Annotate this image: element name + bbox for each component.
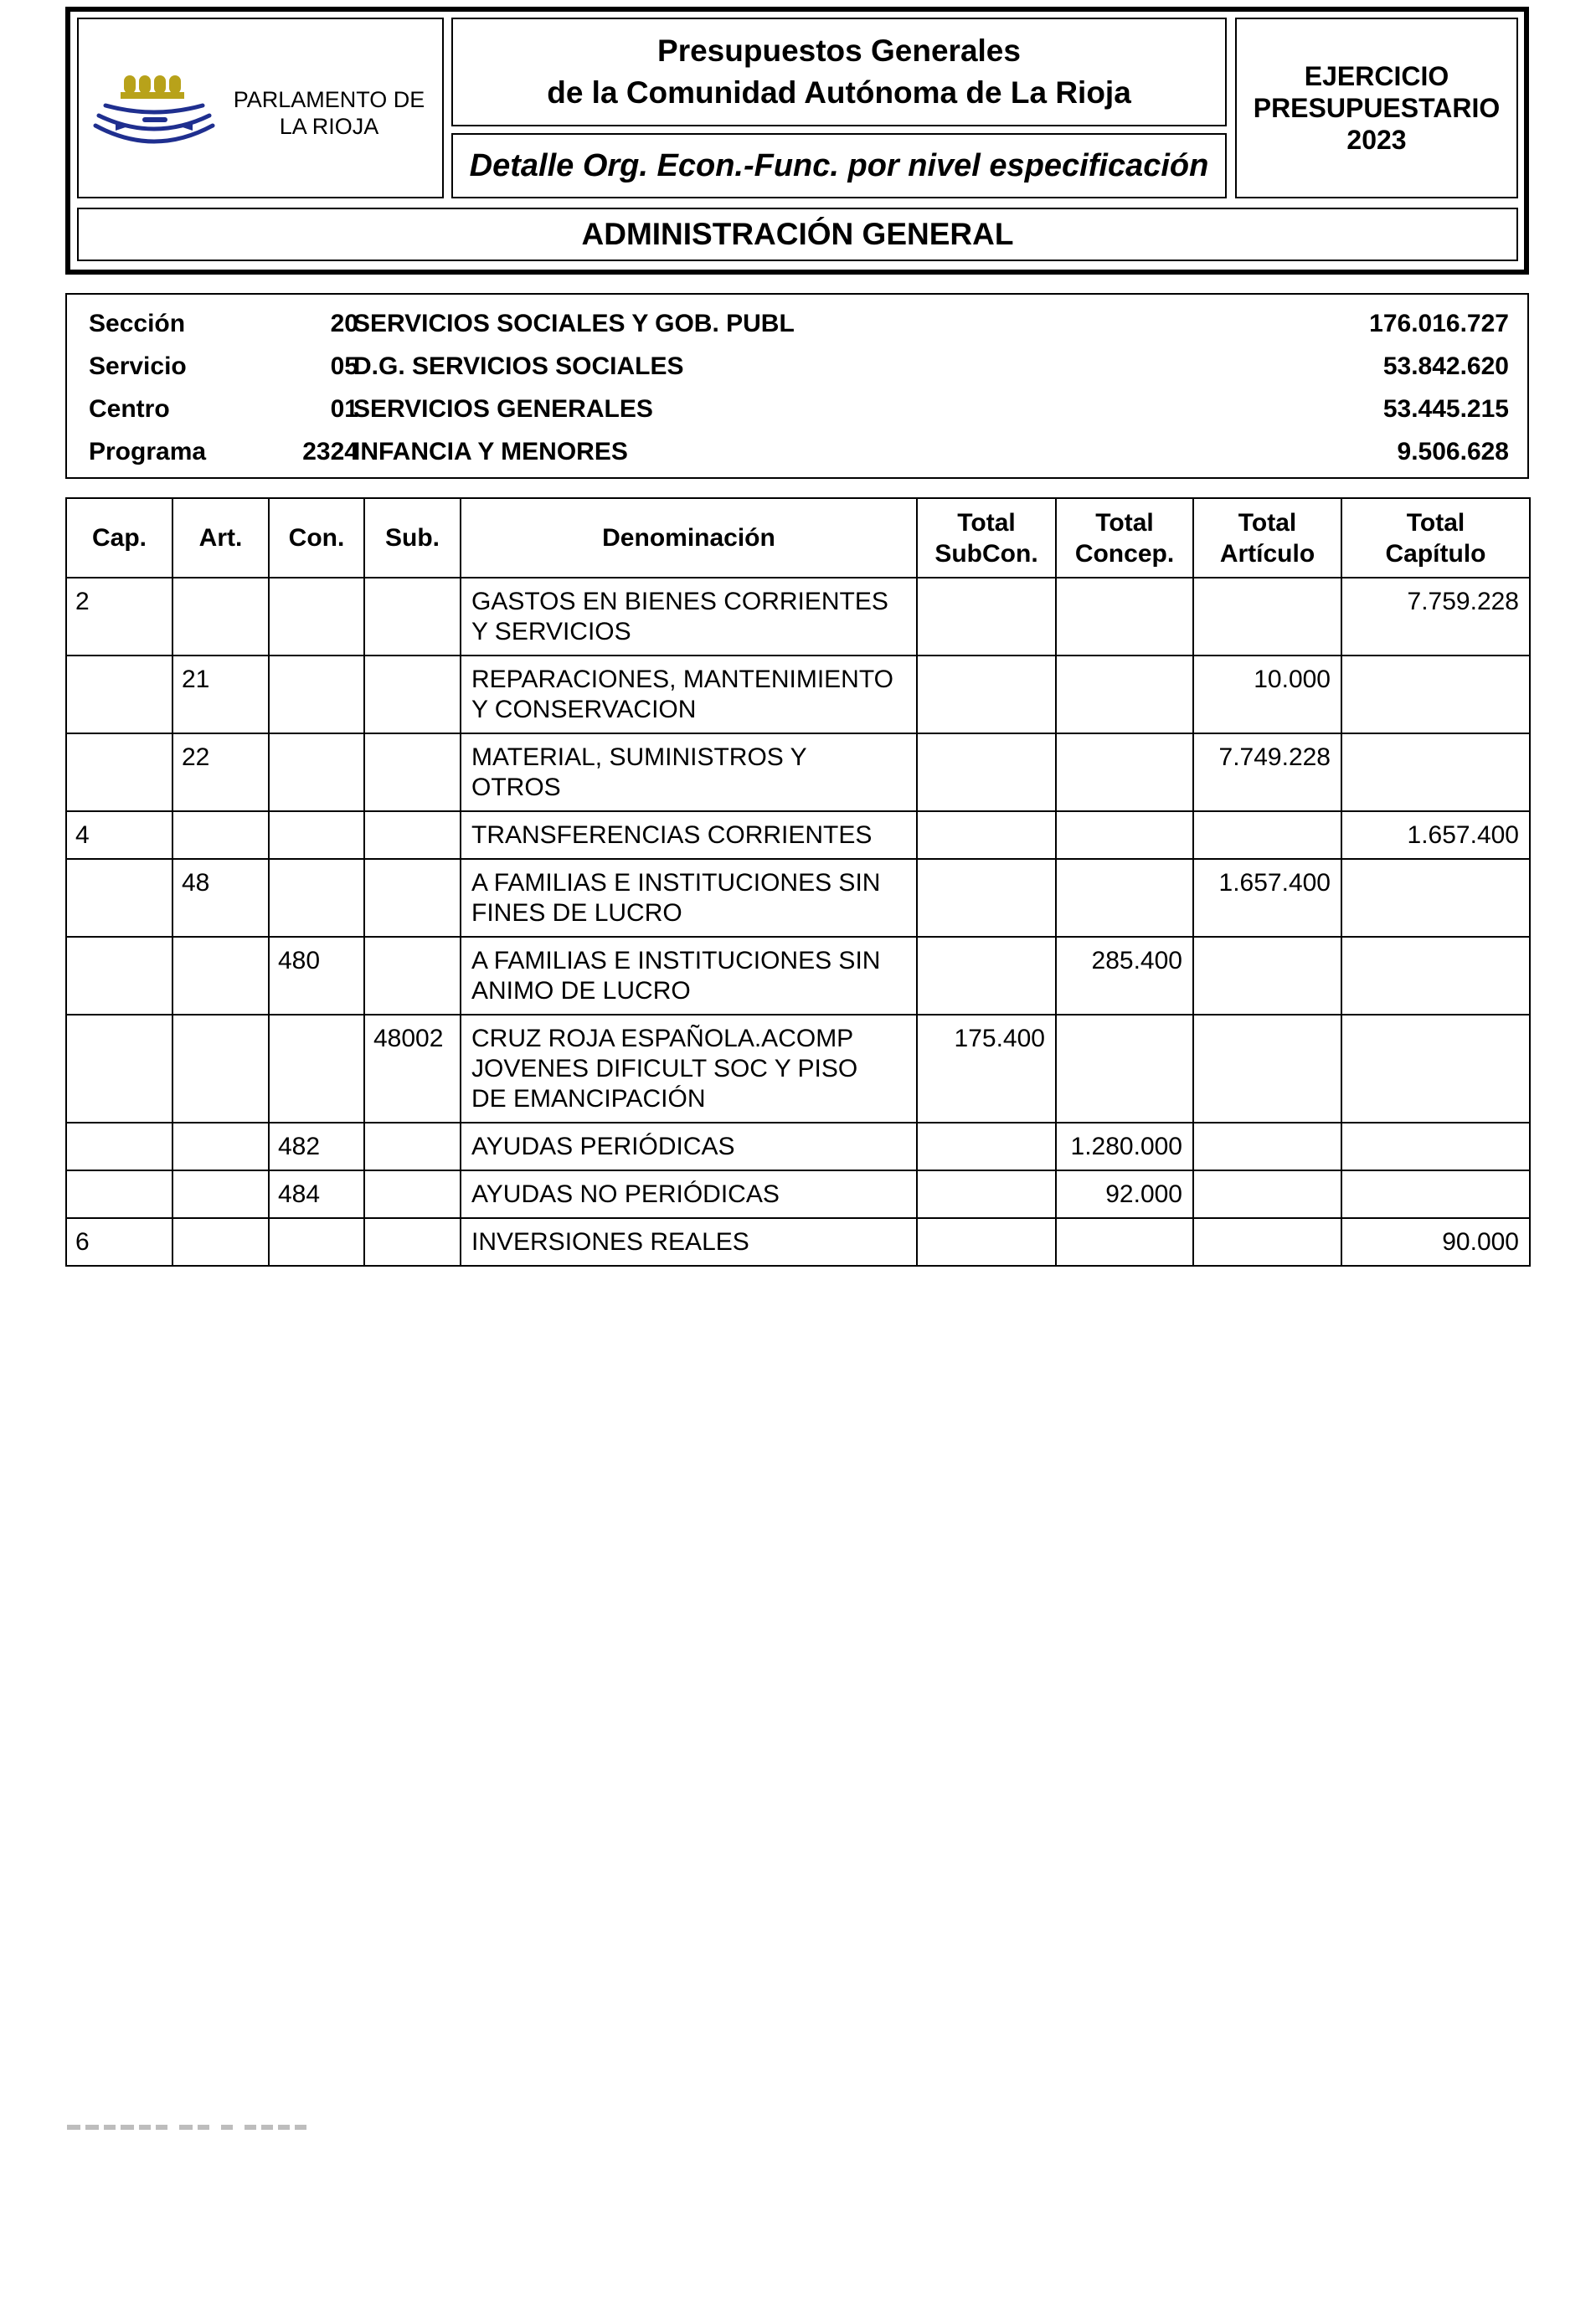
header-line: Total [1238, 508, 1297, 537]
info-code: 2324 [302, 438, 358, 465]
denominacion-line: AYUDAS NO PERIÓDICAS [471, 1180, 780, 1208]
cell-sub [364, 859, 461, 937]
info-row-servicio [67, 346, 1527, 388]
cell-total-capitulo: 7.759.228 [1341, 578, 1530, 656]
cell-denominacion [461, 937, 917, 1015]
cell-total-subcon: 175.400 [917, 1015, 1056, 1123]
cell-sub [364, 656, 461, 733]
cell-sub [364, 937, 461, 1015]
cell-total-articulo [1193, 1015, 1341, 1123]
cell-con [269, 1015, 364, 1123]
logo-text-line2: LA RIOJA [279, 114, 379, 139]
cell-total-articulo [1193, 1123, 1341, 1170]
info-name: D.G. SERVICIOS SOCIALES [353, 352, 684, 380]
cell-sub: 48002 [364, 1015, 461, 1123]
cell-sub [364, 811, 461, 859]
cell-total-capitulo [1341, 1123, 1530, 1170]
table-row [66, 859, 1530, 937]
info-amount: 9.506.628 [1397, 438, 1509, 465]
denominacion-line: A FAMILIAS E INSTITUCIONES SIN [471, 869, 881, 897]
cell-art: 48 [172, 859, 269, 937]
cell-total-capitulo [1341, 859, 1530, 937]
ejercicio-year: 2023 [1346, 125, 1407, 155]
cell-cap [66, 1015, 172, 1123]
col-header-art: Art. [172, 498, 269, 578]
table-row [66, 656, 1530, 733]
info-code: 01 [330, 395, 358, 423]
waves-icon [95, 105, 213, 141]
cell-total-concep [1056, 1015, 1193, 1123]
cell-denominacion [461, 1218, 917, 1266]
cell-sub [364, 1170, 461, 1218]
cell-total-capitulo [1341, 937, 1530, 1015]
cell-total-articulo [1193, 1170, 1341, 1218]
cell-denominacion [461, 859, 917, 937]
cell-total-subcon [917, 937, 1056, 1015]
denominacion-line: INVERSIONES REALES [471, 1228, 749, 1256]
cell-sub [364, 1123, 461, 1170]
header-line: Total [957, 508, 1016, 537]
subtitle-box [451, 133, 1227, 198]
cell-cap [66, 937, 172, 1015]
denominacion-line: DE EMANCIPACIÓN [471, 1085, 706, 1113]
cell-total-articulo [1193, 937, 1341, 1015]
table-header-row [66, 498, 1530, 578]
cell-total-capitulo [1341, 1015, 1530, 1123]
info-amount: 176.016.727 [1369, 310, 1509, 337]
denominacion-line: CRUZ ROJA ESPAÑOLA.ACOMP [471, 1025, 854, 1052]
info-amount: 53.842.620 [1382, 352, 1509, 380]
table-row [66, 937, 1530, 1015]
cell-denominacion [461, 1015, 917, 1123]
cell-sub [364, 1218, 461, 1266]
header-line: Capítulo [1385, 539, 1486, 568]
info-label: Centro [89, 395, 170, 423]
cell-cap: 4 [66, 811, 172, 859]
cell-art [172, 1170, 269, 1218]
col-header-total-concep [1056, 498, 1193, 578]
footer-text-fragment [67, 2125, 419, 2136]
table-row [66, 1218, 1530, 1266]
info-row-seccion [67, 303, 1527, 345]
cell-con: 484 [269, 1170, 364, 1218]
cell-total-subcon [917, 733, 1056, 811]
cell-total-articulo: 7.749.228 [1193, 733, 1341, 811]
cell-art [172, 937, 269, 1015]
denominacion-line: FINES DE LUCRO [471, 899, 682, 927]
cell-cap [66, 656, 172, 733]
cell-total-concep: 1.280.000 [1056, 1123, 1193, 1170]
cell-total-concep [1056, 1218, 1193, 1266]
cell-total-subcon [917, 1170, 1056, 1218]
header-line: Total [1095, 508, 1154, 537]
denominacion-line: Y CONSERVACION [471, 696, 697, 723]
title-line1: Presupuestos Generales [657, 33, 1021, 68]
denominacion-line: AYUDAS PERIÓDICAS [471, 1133, 735, 1160]
cell-con: 482 [269, 1123, 364, 1170]
cell-con [269, 859, 364, 937]
ejercicio-box [1235, 18, 1518, 198]
cell-denominacion [461, 656, 917, 733]
header-line: Total [1406, 508, 1465, 537]
cell-art [172, 1123, 269, 1170]
table-row [66, 1015, 1530, 1123]
cell-art [172, 811, 269, 859]
cell-art: 22 [172, 733, 269, 811]
cell-cap: 2 [66, 578, 172, 656]
ejercicio-line2: PRESUPUESTARIO [1253, 93, 1501, 123]
table-row [66, 578, 1530, 656]
budget-table [65, 497, 1531, 1267]
cell-total-capitulo: 90.000 [1341, 1218, 1530, 1266]
cell-denominacion [461, 1123, 917, 1170]
cell-total-capitulo [1341, 733, 1530, 811]
cell-denominacion [461, 811, 917, 859]
denominacion-line: MATERIAL, SUMINISTROS Y [471, 743, 807, 771]
cell-con [269, 733, 364, 811]
table-row [66, 733, 1530, 811]
col-header-cap: Cap. [66, 498, 172, 578]
cell-total-subcon [917, 578, 1056, 656]
table-row [66, 1170, 1530, 1218]
cell-denominacion [461, 578, 917, 656]
info-label: Servicio [89, 352, 187, 380]
cell-art [172, 1218, 269, 1266]
cell-total-subcon [917, 1123, 1056, 1170]
cell-total-articulo [1193, 578, 1341, 656]
logo-text [233, 86, 425, 140]
col-header-denominacion: Denominación [461, 498, 917, 578]
cell-sub [364, 733, 461, 811]
admin-box [77, 208, 1518, 261]
title-line2: de la Comunidad Autónoma de La Rioja [547, 75, 1131, 110]
info-code: 05 [330, 352, 358, 380]
header-line: SubCon. [934, 539, 1038, 568]
table-row [66, 1123, 1530, 1170]
cell-cap [66, 859, 172, 937]
cell-total-concep [1056, 733, 1193, 811]
cell-con [269, 656, 364, 733]
cell-total-subcon [917, 656, 1056, 733]
cell-total-concep [1056, 811, 1193, 859]
col-header-sub: Sub. [364, 498, 461, 578]
denominacion-line: TRANSFERENCIAS CORRIENTES [471, 821, 873, 849]
cell-total-concep [1056, 859, 1193, 937]
cell-total-concep: 285.400 [1056, 937, 1193, 1015]
info-name: SERVICIOS GENERALES [353, 395, 653, 423]
info-name: INFANCIA Y MENORES [353, 438, 628, 465]
col-header-con: Con. [269, 498, 364, 578]
denominacion-line: ANIMO DE LUCRO [471, 977, 691, 1005]
cell-art [172, 1015, 269, 1123]
info-name: SERVICIOS SOCIALES Y GOB. PUBL [353, 310, 795, 337]
admin-title: ADMINISTRACIÓN GENERAL [581, 217, 1014, 251]
cell-denominacion [461, 733, 917, 811]
cell-total-concep: 92.000 [1056, 1170, 1193, 1218]
info-row-programa [67, 431, 1527, 473]
cell-total-capitulo [1341, 656, 1530, 733]
cell-total-articulo [1193, 1218, 1341, 1266]
cell-cap [66, 1170, 172, 1218]
cell-total-concep [1056, 578, 1193, 656]
cell-cap [66, 733, 172, 811]
info-amount: 53.445.215 [1382, 395, 1509, 423]
ejercicio-line1: EJERCICIO [1304, 61, 1449, 91]
cell-total-subcon [917, 859, 1056, 937]
title-box [451, 18, 1227, 126]
col-header-total-capitulo [1341, 498, 1530, 578]
crown-icon [121, 75, 184, 99]
cell-con [269, 1218, 364, 1266]
header-line: Artículo [1219, 539, 1315, 568]
denominacion-line: OTROS [471, 774, 561, 801]
info-label: Sección [89, 310, 186, 337]
subtitle: Detalle Org. Econ.-Func. por nivel especificación [469, 147, 1209, 183]
cell-con [269, 578, 364, 656]
col-header-total-subcon [917, 498, 1056, 578]
cell-total-capitulo [1341, 1170, 1530, 1218]
cell-total-subcon [917, 1218, 1056, 1266]
info-code: 20 [330, 310, 358, 337]
info-label: Programa [89, 438, 207, 465]
col-header-total-articulo [1193, 498, 1341, 578]
cell-art: 21 [172, 656, 269, 733]
denominacion-line: A FAMILIAS E INSTITUCIONES SIN [471, 947, 881, 974]
cell-total-capitulo: 1.657.400 [1341, 811, 1530, 859]
logo-text-line1: PARLAMENTO DE [233, 87, 425, 112]
table-body [66, 578, 1530, 1266]
cell-art [172, 578, 269, 656]
cell-con [269, 811, 364, 859]
denominacion-line: GASTOS EN BIENES CORRIENTES [471, 588, 888, 615]
cell-con: 480 [269, 937, 364, 1015]
header-line: Concep. [1074, 539, 1175, 568]
info-row-centro [67, 388, 1527, 430]
info-box [65, 293, 1529, 479]
cell-denominacion [461, 1170, 917, 1218]
cell-total-concep [1056, 656, 1193, 733]
cell-total-articulo: 10.000 [1193, 656, 1341, 733]
denominacion-line: JOVENES DIFICULT SOC Y PISO [471, 1055, 858, 1082]
cell-sub [364, 578, 461, 656]
cell-cap: 6 [66, 1218, 172, 1266]
denominacion-line: REPARACIONES, MANTENIMIENTO [471, 666, 893, 693]
cell-cap [66, 1123, 172, 1170]
denominacion-line: Y SERVICIOS [471, 618, 631, 645]
table-row [66, 811, 1530, 859]
cell-total-articulo [1193, 811, 1341, 859]
parliament-logo-icon [87, 67, 229, 159]
cell-total-articulo: 1.657.400 [1193, 859, 1341, 937]
cell-total-subcon [917, 811, 1056, 859]
